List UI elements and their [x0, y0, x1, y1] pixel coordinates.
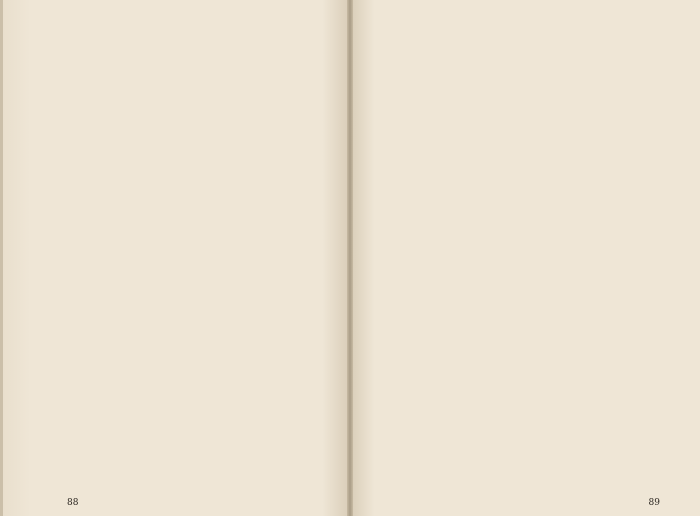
right-page: [350, 0, 700, 516]
left-page-number: 88: [67, 498, 79, 508]
left-page-columns: [47, 10, 330, 480]
right-page-column-1: [386, 10, 529, 480]
book-gutter: [347, 0, 353, 516]
right-page-number: 89: [648, 498, 660, 508]
left-page-column-1: [47, 10, 184, 480]
left-page-column-2: [194, 10, 331, 480]
right-page-columns: [386, 10, 682, 480]
right-page-column-2: [539, 10, 682, 480]
